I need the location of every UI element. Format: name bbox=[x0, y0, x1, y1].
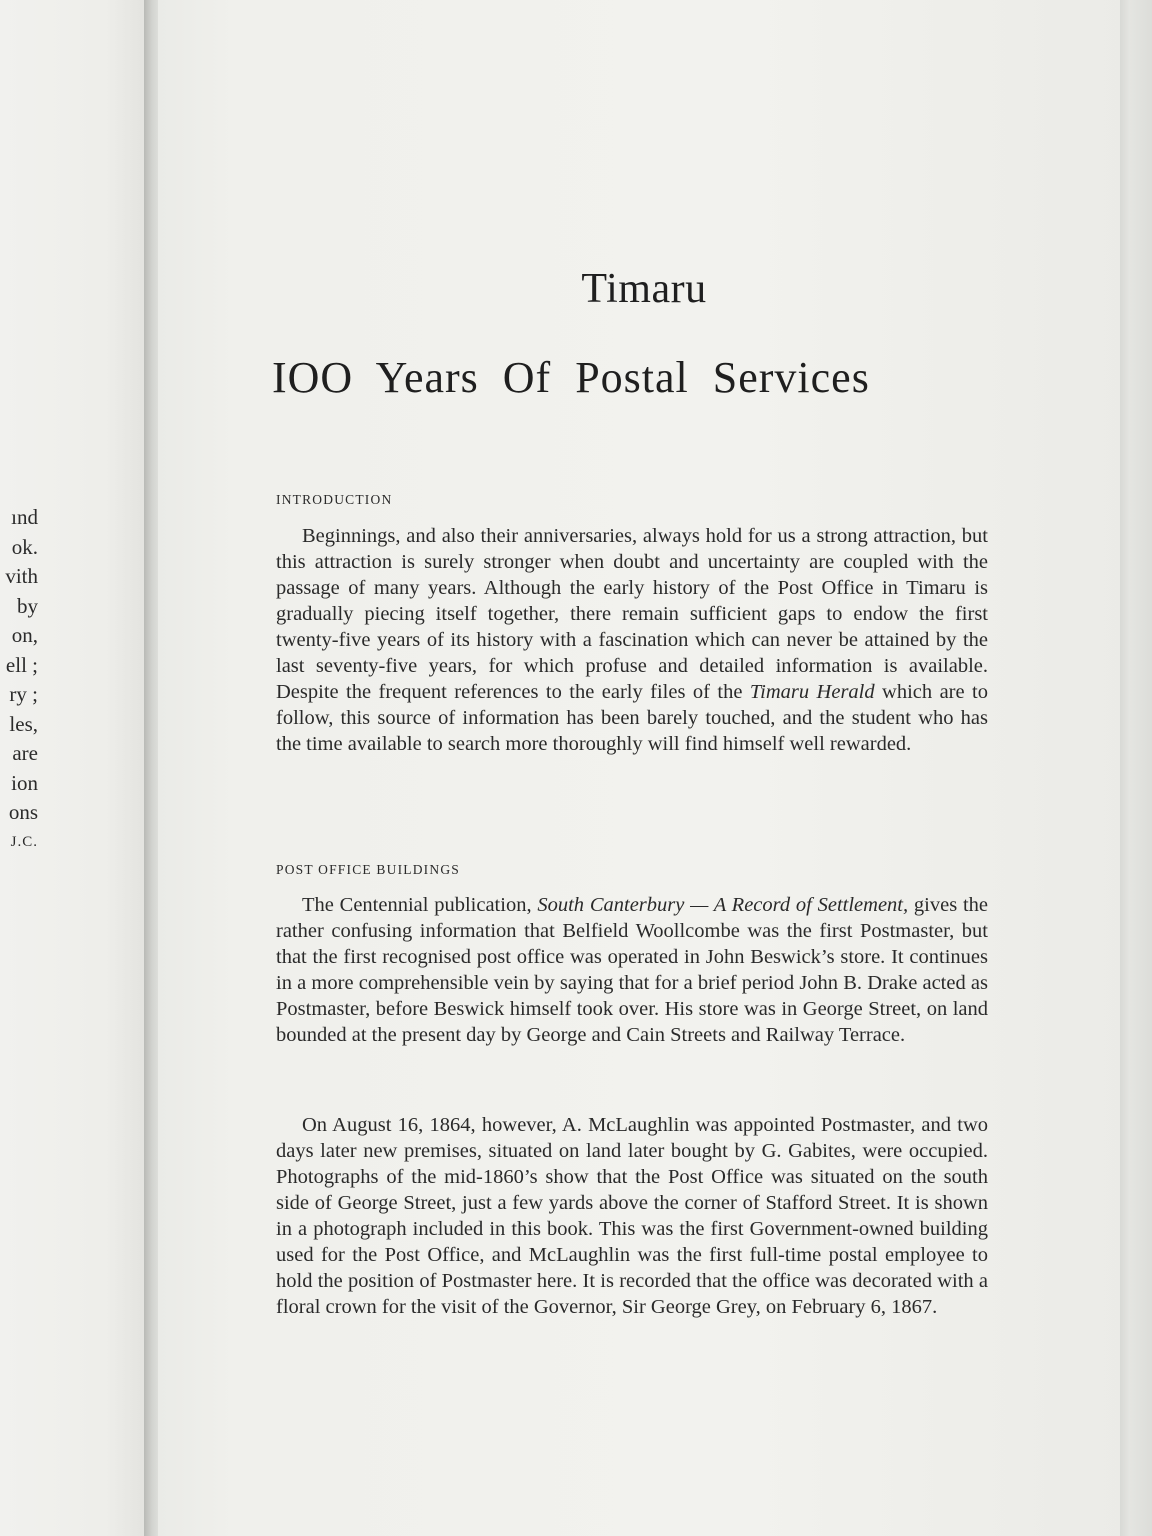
left-fragment: ry ; bbox=[9, 682, 38, 706]
italic-text-run: Timaru Herald bbox=[749, 681, 875, 703]
left-fragment: ok. bbox=[11, 534, 38, 559]
section-heading-introduction: INTRODUCTION bbox=[276, 492, 393, 507]
left-fragment: les, bbox=[9, 711, 38, 736]
left-fragment: ınd bbox=[11, 505, 38, 529]
left-fragment: ons bbox=[8, 800, 38, 824]
left-fragment: by bbox=[17, 593, 38, 618]
page-edge bbox=[1120, 0, 1152, 1536]
left-page-text bbox=[5, 503, 38, 857]
left-fragment: ell ; bbox=[5, 652, 38, 677]
page-subtitle: IOO Years Of Postal Services bbox=[272, 353, 870, 402]
left-fragment: vith bbox=[5, 564, 38, 588]
text-run: gives the rather confusing information that Belfield Woollcombe was the first Postmaster, but that the first recognised post office was operated in John Beswick’s store. It continues in a more comprehensible vein by saying that for a brief period John B. Drake acted as Postmaster, before Beswick himself took over. His store was in George Street, on land bounded at the present day by George and Cain Streets and Railway Terrace. bbox=[276, 894, 988, 1046]
text-run: Beginnings, and also their anniversaries, always hold for us a strong attraction, but this attraction is surely stronger when doubt and uncertainty are coupled with the passage of many years. Although the early history of the Post Office in Timaru is gradually piecing itself together, there remain sufficient gaps to endow the first twenty-five years of its history with a fascination which can never be attained by the last seventy-five years, for which profuse and detailed information is available. Despite the frequent references to the early files of the bbox=[276, 525, 988, 703]
text-run: which are to follow, this source of information has been barely touched, and the student who has the time available to search more thoroughly will find himself well rewarded. bbox=[276, 681, 988, 755]
paragraph-introduction bbox=[276, 523, 988, 757]
italic-text-run: South Canterbury — A Record of Settlement, bbox=[537, 894, 909, 916]
text-run: The Centennial publication, bbox=[302, 894, 538, 916]
left-fragment: J.C. bbox=[10, 833, 38, 850]
left-fragment: ion bbox=[11, 770, 38, 795]
paragraph-post-office-2 bbox=[276, 1112, 988, 1320]
left-fragment: on, bbox=[11, 623, 38, 647]
text-run: On August 16, 1864, however, A. McLaughlin was appointed Postmaster, and two days later new premises, situated on land later bought by G. Gabites, were occupied. Photographs of the mid-1860’s show that the Post Office was situated on the south side of George Street, just a few yards above the corner of Stafford Street. It is shown in a photograph included in this book. This was the first Government-owned building used for the Post Office, and McLaughlin was the first full-time postal employee to hold the position of Postmaster here. It is recorded that the office was decorated with a floral crown for the visit of the Governor, Sir George Grey, on February 6, 1867. bbox=[276, 1114, 988, 1318]
left-fragment: are bbox=[12, 741, 38, 765]
paragraph-post-office-1 bbox=[276, 892, 988, 1048]
page-title: Timaru bbox=[581, 266, 707, 312]
section-heading-post-office-buildings: POST OFFICE BUILDINGS bbox=[276, 862, 460, 877]
left-page bbox=[0, 0, 150, 1536]
